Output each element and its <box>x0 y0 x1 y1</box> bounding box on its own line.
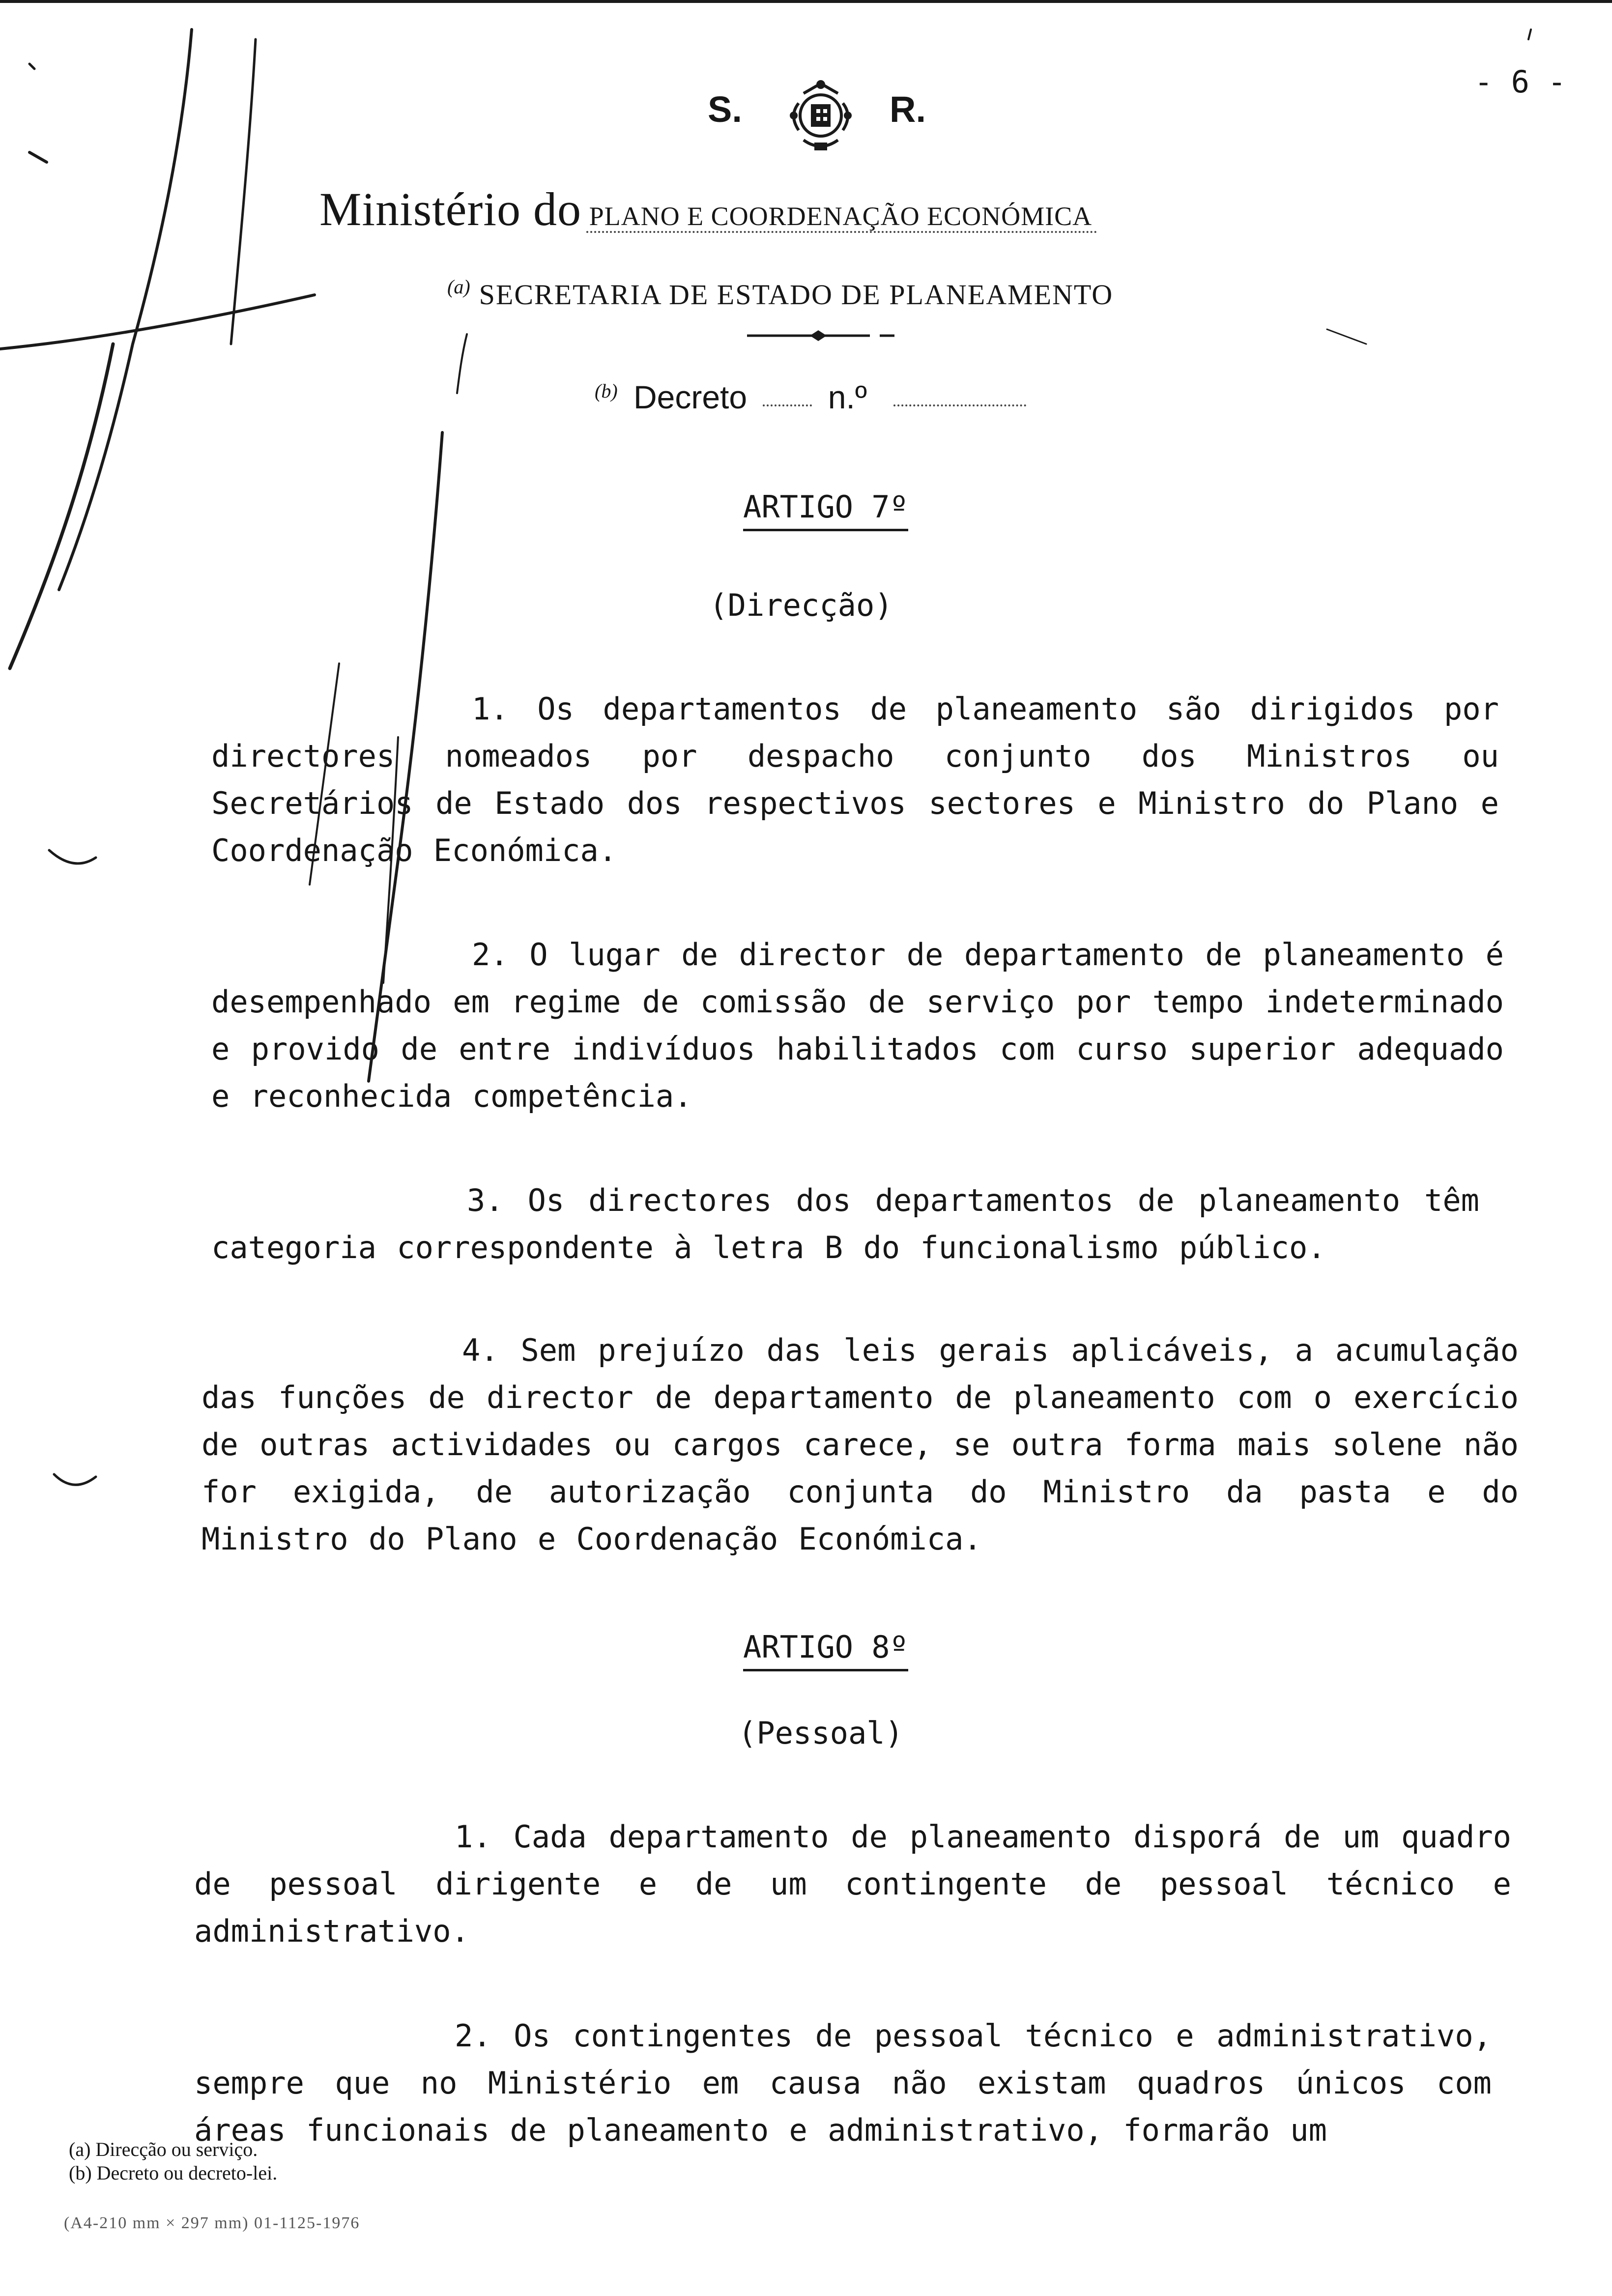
article-7-title: ARTIGO 7º <box>20 489 1612 525</box>
top-border-line <box>0 0 1612 3</box>
article-7-paragraph-2: 2. O lugar de director de departamento de planeamento é desempenhado em regime de comissão de serviço por tempo indeterminado e provido de entre indivíduos habilitados com curso superior adequado e reconhecida competência. <box>211 937 1504 1114</box>
article-7-paragraph-3: 3. Os directores dos departamentos de planeamento têm categoria correspondente à letra B do funcionalismo público. <box>211 1182 1479 1265</box>
article-7-paragraph-4: 4. Sem prejuízo das leis gerais aplicáveis, a acumulação das funções de director de departamento de planeamento com o exercício de outras actividades ou cargos carece, se outra forma mais solene não for exigida, de autorização conjunta do Ministro da pasta e do Ministro do Plano e Coordenação Económica. <box>202 1332 1519 1557</box>
article-7-paragraph-1: 1. Os departamentos de planeamento são dirigidos por directores nomeados por despacho conjunto dos Ministros ou Secretários de Estado dos respectivos sectores e Ministro do Plano e Coordenação Económica. <box>211 691 1499 868</box>
article-8-paragraph-1: 1. Cada departamento de planeamento disporá de um quadro de pessoal dirigente e de um contingente de pessoal técnico e administrativo. <box>194 1819 1511 1949</box>
print-info: (A4-210 mm × 297 mm) 01-1125-1976 <box>64 2214 360 2232</box>
footnote-mark-b: (b) <box>595 380 618 402</box>
decreto-line <box>595 378 1026 416</box>
coat-of-arms-seal-icon <box>784 74 858 157</box>
article-8-subtitle: (Pessoal) <box>738 1715 903 1751</box>
article-8-paragraph-2: 2. Os contingentes de pessoal técnico e administrativo, sempre que no Ministério em causa não existam quadros únicos com áreas funcionais de planeamento e administrativo, formarão um <box>194 2018 1492 2148</box>
page-number: - 6 - <box>1474 64 1566 100</box>
article-7-subtitle: (Direcção) <box>709 587 893 623</box>
ministry-name: PLANO E COORDENAÇÃO ECONÓMICA <box>586 201 1097 233</box>
decreto-label: Decreto <box>633 379 748 415</box>
footnote-a: (a) Direcção ou serviço. <box>69 2138 258 2160</box>
ministry-line <box>319 182 1097 236</box>
numero-blank <box>893 402 1026 406</box>
ornament-divider-icon <box>747 328 894 343</box>
ministry-word: Ministério do <box>319 183 581 235</box>
secretaria-name: SECRETARIA DE ESTADO DE PLANEAMENTO <box>479 279 1114 311</box>
footnote-b: (b) Decreto ou decreto-lei. <box>69 2162 278 2184</box>
numero-label: n.º <box>828 379 867 415</box>
article-8-title: ARTIGO 8º <box>20 1629 1612 1665</box>
footnotes <box>69 2138 277 2185</box>
header-letter-s: S. <box>708 89 742 130</box>
footnote-mark-a: (a) <box>447 276 470 298</box>
secretaria-line <box>447 275 1113 311</box>
header-letter-r: R. <box>890 89 926 130</box>
decreto-blank <box>763 402 812 406</box>
